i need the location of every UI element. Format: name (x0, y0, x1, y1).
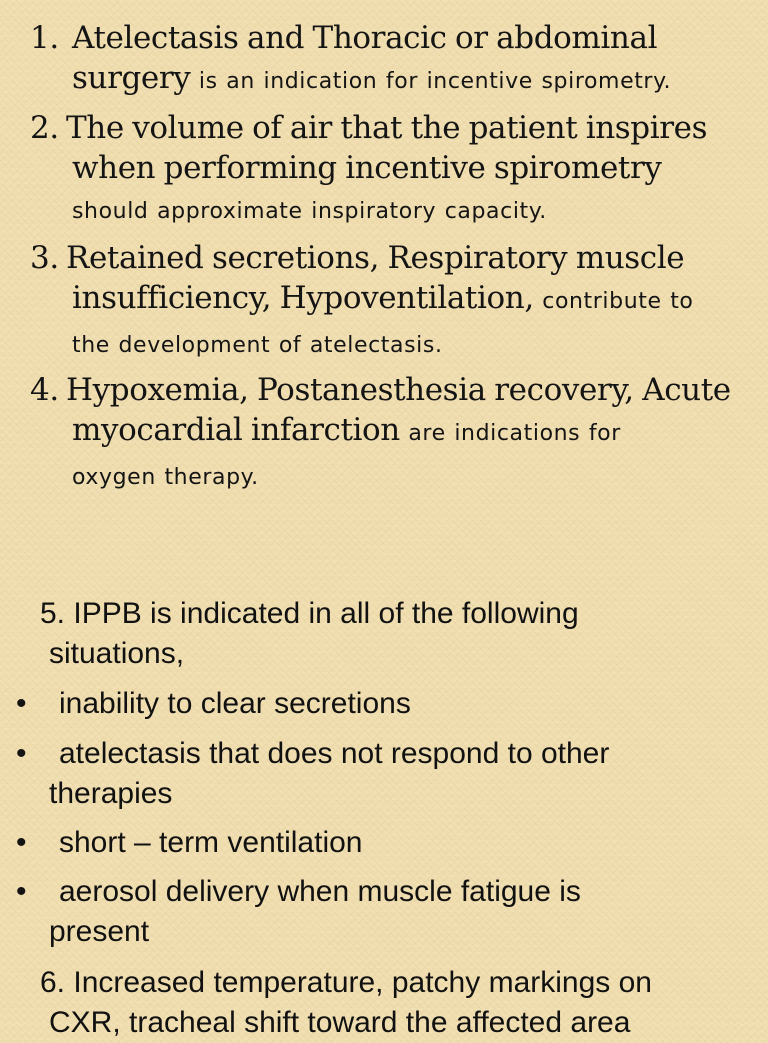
item-number: 2. (30, 110, 59, 146)
list-item-4 (30, 370, 760, 498)
item-5-heading-cont: situations, (49, 637, 185, 670)
item-number: 4. (30, 372, 59, 408)
item-text-line: Atelectasis and Thoracic or abdominal (72, 20, 658, 56)
bullet-icon: • (16, 826, 27, 859)
item-text-small: is an indication for incentive spirometry. (198, 69, 672, 94)
list-item-3 (30, 238, 760, 366)
bullet-item-cont: present (49, 915, 150, 948)
item-text-line: The volume of air that the patient inspires (66, 110, 708, 146)
item-6-line: 6. Increased temperature, patchy markings on (40, 966, 652, 999)
item-text-line: Retained secretions, Respiratory muscle (66, 240, 685, 276)
bullet-item: inability to clear secretions (59, 687, 411, 720)
bullet-icon: • (16, 875, 27, 908)
item-text-small: the development of atelectasis. (72, 333, 443, 358)
list-item-2 (30, 108, 760, 232)
item-5-heading: 5. IPPB is indicated in all of the following (40, 597, 579, 630)
item-text-line: insufficiency, Hypoventilation, (72, 280, 534, 316)
bullet-icon: • (16, 687, 27, 720)
item-text-small: contribute to (542, 289, 694, 314)
item-text-line: Hypoxemia, Postanesthesia recovery, Acute (66, 372, 731, 408)
bullet-item: atelectasis that does not respond to other (59, 737, 610, 770)
bullet-item: short – term ventilation (59, 826, 363, 859)
bullet-item-cont: therapies (49, 777, 173, 810)
item-text-line: myocardial infarction (72, 412, 400, 448)
item-6-line-cont: CXR, tracheal shift toward the affected area (49, 1006, 631, 1039)
item-text-line: surgery (72, 60, 191, 96)
item-number: 1. (30, 20, 59, 56)
item-text-small: are indications for (408, 421, 621, 446)
item-number: 3. (30, 240, 59, 276)
item-text-small: should approximate inspiratory capacity. (72, 199, 547, 224)
list-item-1 (30, 18, 760, 102)
item-text-small: oxygen therapy. (72, 465, 259, 490)
bullet-item: aerosol delivery when muscle fatigue is (59, 875, 581, 908)
bullet-icon: • (16, 737, 27, 770)
item-text-line: when performing incentive spirometry (72, 150, 662, 186)
